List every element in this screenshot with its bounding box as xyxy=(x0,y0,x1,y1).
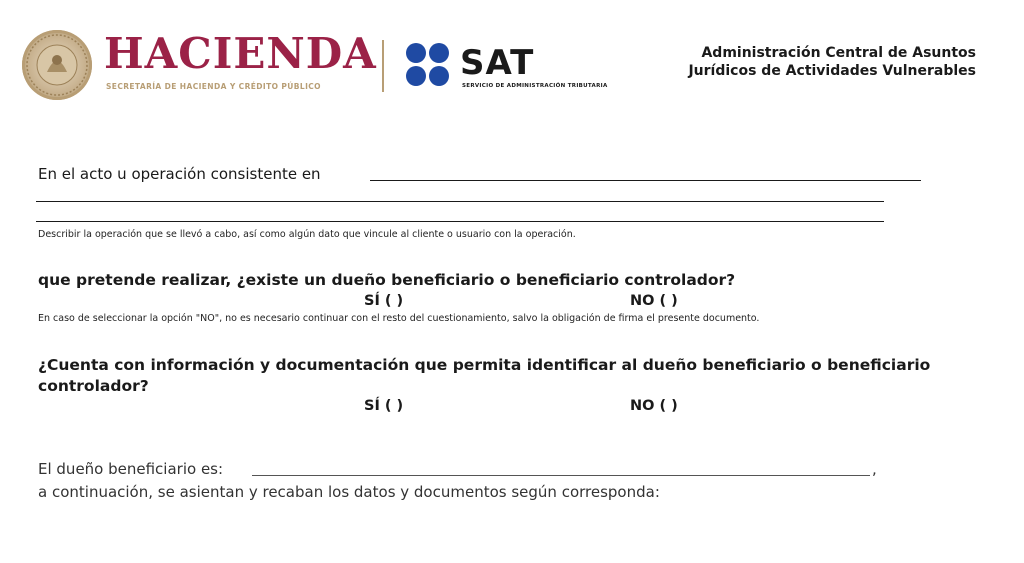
sat-subtitle: SERVICIO DE ADMINISTRACIÓN TRIBUTARIA xyxy=(462,83,608,89)
issuing-unit xyxy=(688,44,976,80)
operation-field-line-3[interactable] xyxy=(36,221,884,222)
sat-dots-logo xyxy=(405,42,455,90)
question-has-documentation: ¿Cuenta con información y documentación que permita identificar al dueño beneficiario o beneficiario controlador? xyxy=(38,356,931,395)
hacienda-subtitle: SECRETARÍA DE HACIENDA Y CRÉDITO PÚBLICO xyxy=(106,82,321,91)
operation-hint: Describir la operación que se llevó a cabo, así como algún dato que vincule al cliente o usuario con la operación. xyxy=(38,229,576,240)
owner-field-line[interactable] xyxy=(252,475,870,476)
q1-yes-option[interactable]: SÍ ( ) xyxy=(364,293,404,309)
q2-no-option[interactable]: NO ( ) xyxy=(630,398,678,414)
q2-yes-option[interactable]: SÍ ( ) xyxy=(364,398,404,414)
operation-field-line-1[interactable] xyxy=(370,180,921,181)
logo-divider xyxy=(382,40,384,92)
operation-prompt: En el acto u operación consistente en xyxy=(38,165,321,183)
hacienda-title: HACIENDA xyxy=(104,29,377,78)
q1-no-option[interactable]: NO ( ) xyxy=(630,293,678,309)
issuing-unit-line-1: Administración Central de Asuntos xyxy=(701,45,976,61)
continuation-text: a continuación, se asientan y recaban los datos y documentos según corresponda: xyxy=(38,483,660,501)
q1-note: En caso de seleccionar la opción "NO", no es necesario continuar con el resto del cuestionamiento, salvo la obligación de firma el presente documento. xyxy=(38,313,760,324)
government-seal-logo xyxy=(22,30,92,100)
sat-title: SAT xyxy=(460,43,535,83)
owner-field-comma: , xyxy=(872,460,877,478)
operation-field-line-2[interactable] xyxy=(36,201,884,202)
owner-label: El dueño beneficiario es: xyxy=(38,460,224,478)
question-beneficiary-exists: que pretende realizar, ¿existe un dueño beneficiario o beneficiario controlador? xyxy=(38,271,736,289)
issuing-unit-line-2: Jurídicos de Actividades Vulnerables xyxy=(688,63,976,79)
